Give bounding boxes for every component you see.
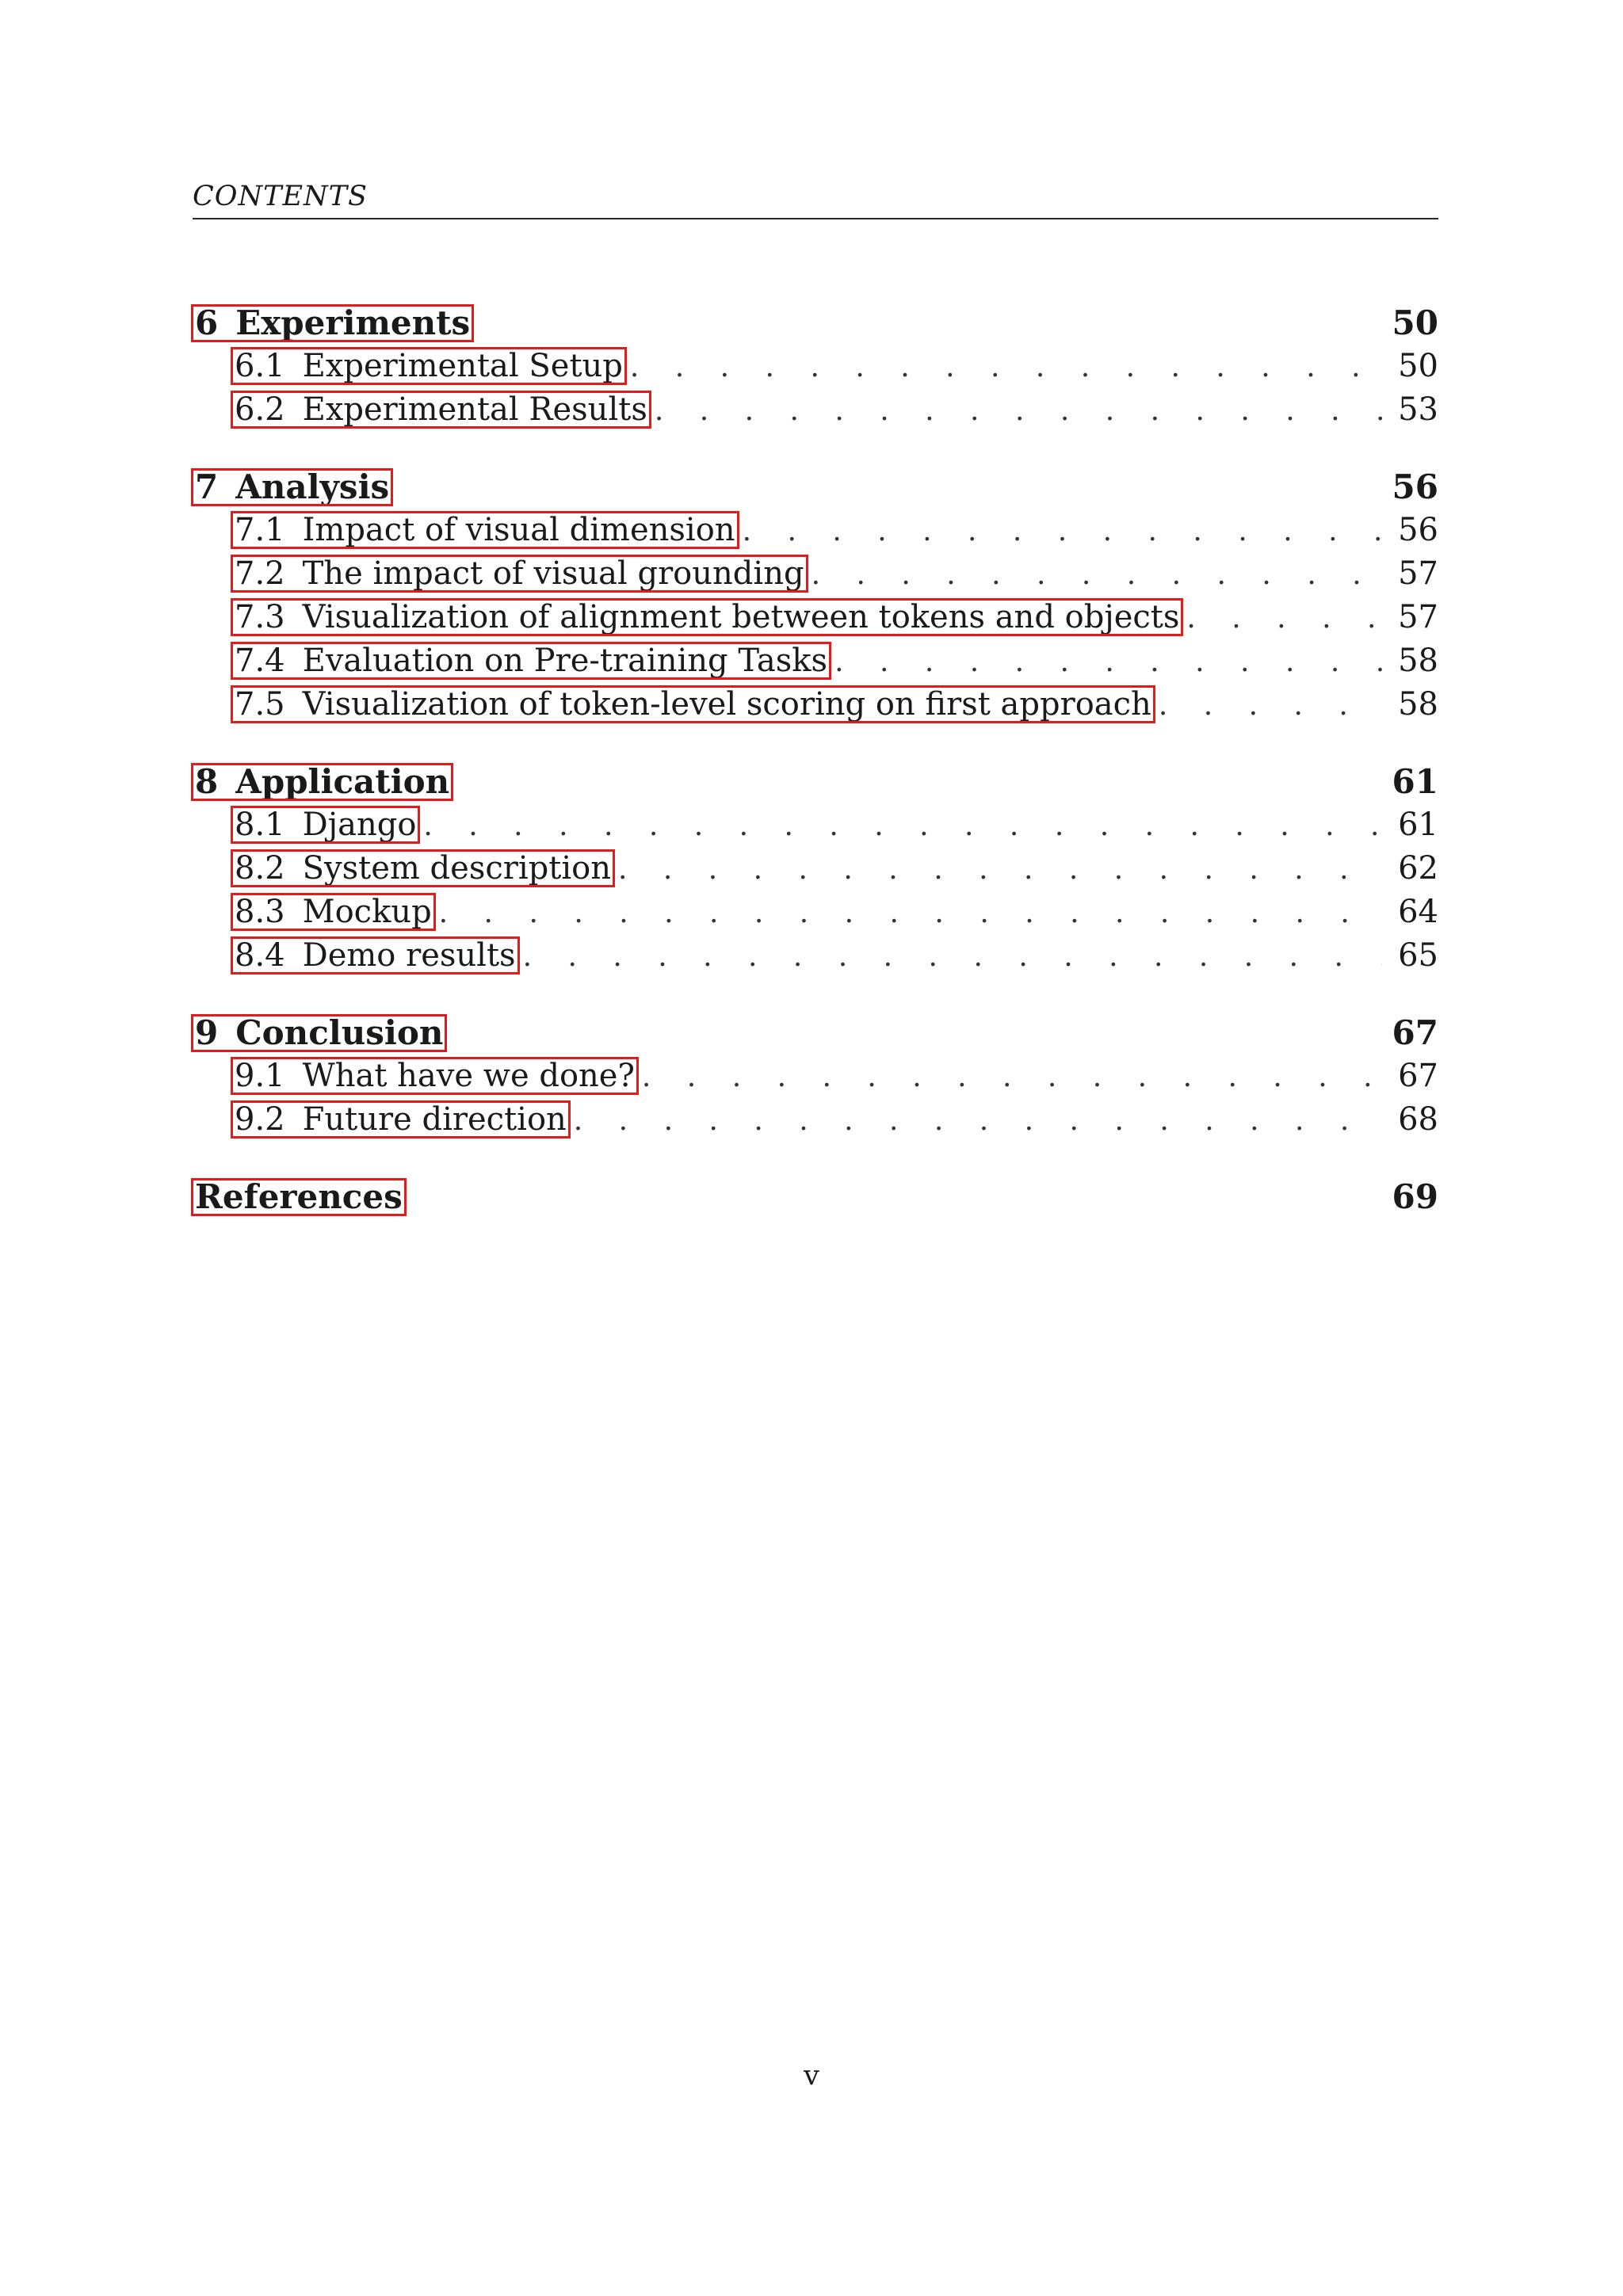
toc-section-row [193,847,1438,891]
dot-leader [523,935,1383,978]
section-title: Django [302,807,417,843]
toc-section-row [193,803,1438,847]
section-link[interactable] [232,938,518,973]
toc-section-row [193,1098,1438,1142]
dot-leader [812,553,1383,597]
chapter-link[interactable] [193,1177,405,1216]
section-link[interactable] [232,851,613,886]
section-title: Experimental Results [302,391,647,428]
section-link[interactable] [232,894,434,929]
section-number: 8.2 [235,850,285,887]
section-link[interactable] [232,643,830,678]
chapter-number: 7 [195,467,219,506]
section-number: 7.2 [235,555,285,592]
chapter-page-number: 67 [1392,1013,1438,1052]
dot-leader [618,848,1382,891]
toc-chapter-row [193,760,1438,803]
chapter-page-number: 56 [1392,467,1438,506]
dot-leader [630,345,1382,389]
table-of-contents [193,301,1438,1252]
section-number: 9.2 [235,1101,285,1138]
dot-leader [834,640,1382,684]
section-title: Evaluation on Pre-training Tasks [302,643,828,679]
section-page-number: 62 [1398,850,1438,887]
chapter-number: 6 [195,303,219,342]
section-title: System description [302,850,611,887]
toc-section-row [193,891,1438,934]
section-title: Future direction [302,1101,567,1138]
section-page-number: 53 [1398,391,1438,428]
section-number: 9.1 [235,1058,285,1094]
section-link[interactable] [232,513,738,547]
section-page-number: 68 [1398,1101,1438,1138]
section-title: Impact of visual dimension [302,512,735,548]
section-title: Visualization of alignment between tokens and objects [302,599,1180,635]
section-page-number: 58 [1398,686,1438,723]
section-link[interactable] [232,349,625,383]
chapter-page-number: 69 [1392,1177,1438,1216]
section-page-number: 57 [1398,555,1438,592]
chapter-page-number: 61 [1392,762,1438,801]
section-title: Mockup [302,894,432,930]
dot-leader [439,891,1382,935]
section-link[interactable] [232,392,650,427]
section-number: 7.3 [235,599,285,635]
toc-section-row [193,388,1438,432]
dot-leader [1159,684,1382,727]
section-page-number: 61 [1398,807,1438,843]
toc-section-row [193,934,1438,978]
section-number: 6.2 [235,391,285,428]
chapter-link[interactable] [193,303,472,342]
chapter-number: 8 [195,762,219,801]
section-page-number: 67 [1398,1058,1438,1094]
toc-chapter [193,1175,1438,1219]
section-title: Experimental Setup [302,348,623,384]
chapter-title: Application [235,762,450,801]
section-page-number: 57 [1398,599,1438,635]
chapter-link[interactable] [193,762,452,801]
chapter-title: Experiments [235,303,471,342]
section-link[interactable] [232,807,418,842]
toc-section-row [193,683,1438,727]
dot-leader [642,1055,1382,1099]
section-page-number: 50 [1398,348,1438,384]
header-rule [193,218,1438,219]
section-link[interactable] [232,687,1154,722]
dot-leader [655,389,1382,433]
section-page-number: 58 [1398,643,1438,679]
dot-leader [743,509,1383,553]
section-title: Demo results [302,937,516,974]
section-link[interactable] [232,1102,569,1137]
section-page-number: 64 [1398,894,1438,930]
section-number: 7.5 [235,686,285,723]
section-link[interactable] [232,600,1182,635]
chapter-page-number: 50 [1392,303,1438,342]
section-title: The impact of visual grounding [302,555,804,592]
section-number: 8.4 [235,937,285,974]
toc-section-row [193,639,1438,683]
chapter-title: Conclusion [235,1013,444,1052]
toc-chapter-row [193,465,1438,509]
toc-section-row [193,345,1438,388]
section-link[interactable] [232,1058,637,1093]
section-number: 7.4 [235,643,285,679]
toc-chapter [193,301,1438,432]
dot-leader [574,1099,1382,1142]
toc-chapter-row [193,1175,1438,1219]
page-number: v [804,2060,819,2092]
toc-section-row [193,1055,1438,1098]
section-link[interactable] [232,556,807,591]
chapter-link[interactable] [193,1013,445,1052]
section-number: 8.1 [235,807,285,843]
running-head: CONTENTS [193,181,368,212]
toc-chapter-row [193,1011,1438,1055]
section-title: What have we done? [302,1058,635,1094]
section-page-number: 65 [1398,937,1438,974]
chapter-link[interactable] [193,467,391,506]
toc-chapter [193,465,1438,727]
section-title: Visualization of token-level scoring on first approach [302,686,1151,723]
toc-chapter-row [193,301,1438,345]
toc-section-row [193,509,1438,552]
section-number: 7.1 [235,512,285,548]
dot-leader [423,804,1382,848]
chapter-number: 9 [195,1013,219,1052]
toc-chapter [193,760,1438,978]
toc-section-row [193,552,1438,596]
toc-section-row [193,596,1438,639]
section-page-number: 56 [1398,512,1438,548]
chapter-title: References [195,1177,403,1216]
dot-leader [1186,597,1382,640]
section-number: 8.3 [235,894,285,930]
toc-chapter [193,1011,1438,1142]
section-number: 6.1 [235,348,285,384]
chapter-title: Analysis [235,467,390,506]
